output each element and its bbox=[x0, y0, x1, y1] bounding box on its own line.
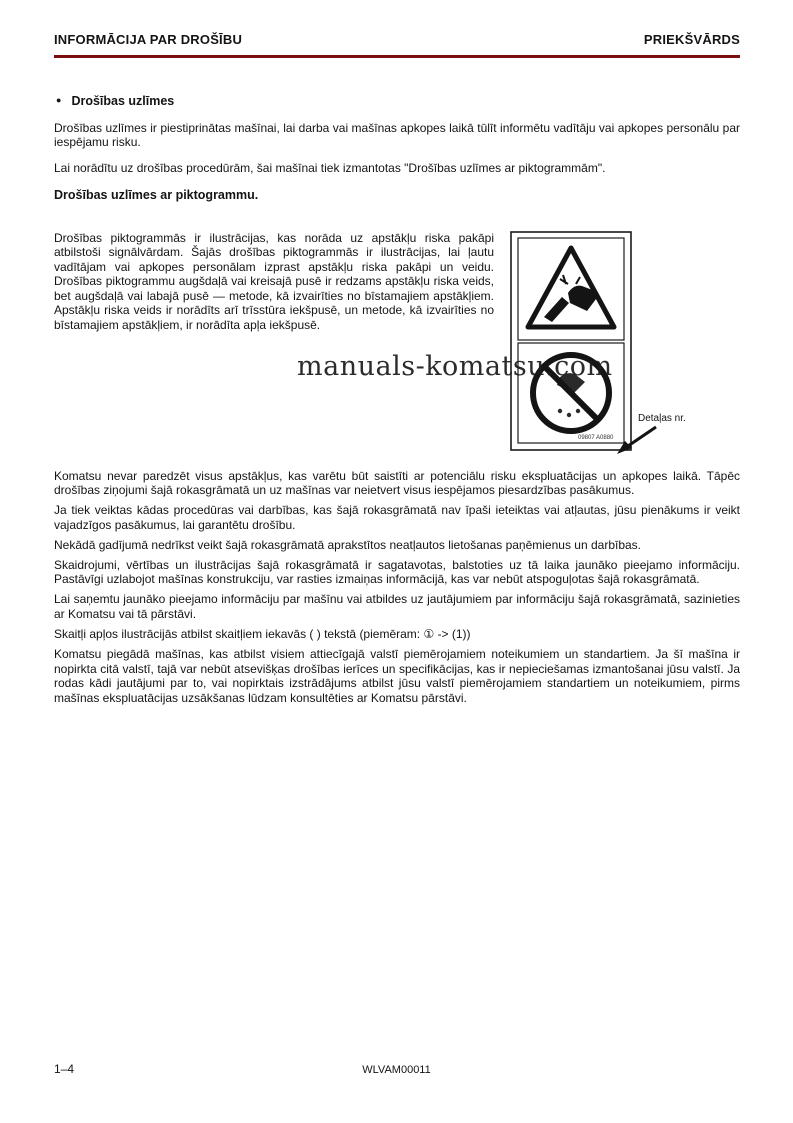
paragraph: Nekādā gadījumā nedrīkst veikt šajā rokasgrāmatā aprakstītos neatļautos lietošanas paņēmienus un darbības. bbox=[54, 537, 642, 552]
body-paragraphs bbox=[54, 469, 740, 706]
watermark-text: manuals-komatsu.com bbox=[297, 351, 613, 382]
circled-numbers-note: Skaitļi apļos ilustrācijās atbilst skaitļiem iekavās ( ) tekstā (piemēram: ① -> (1)) bbox=[54, 627, 471, 641]
section-heading: Drošības uzlīmes bbox=[71, 94, 175, 108]
part-number-label: Detaļas nr. bbox=[638, 412, 686, 424]
paragraph: Lai saņemtu jaunāko pieejamo informāciju par mašīnu vai atbildes uz jautājumiem par informāciju šajā rokasgrāmatā, sazinieties ar Komatsu vai tā pārstāvi. bbox=[54, 592, 740, 621]
intro-paragraph-2: Lai norādītu uz drošības procedūrām, šai mašīnai tiek izmantotas "Drošības uzlīmes ar piktogrammām". bbox=[54, 160, 606, 175]
pictogram-description: Drošības piktogrammās ir ilustrācijas, kas norāda uz apstākļu riska pakāpi atbilstoši signālvārdam. Šajās drošības piktogrammās ir ilustrācijas, lai ļautu vadītājam vai apkopes personālam izprast apstākļu riska pakāpi un veidu. Drošības piktogrammu augšdaļā vai kreisajā pusē ir redzams apstākļu riska veids, bet augšdaļā vai labajā pusē — metode, kā izvairīties no bīstamajiem apstākļiem. Apstākļu riska veids ir norādīts arī trīsstūra iekšpusē, un metode, kā izvairīties no bīstamajiem apstākļiem, ir norādīta apļa iekšpusē. bbox=[54, 230, 494, 332]
footer-page-number: 1–4 bbox=[54, 1062, 75, 1076]
part-number-pointer-arrow-icon bbox=[614, 424, 660, 456]
page-header bbox=[54, 32, 740, 58]
pictogram-section bbox=[54, 231, 740, 469]
section-heading-row bbox=[56, 94, 740, 109]
paragraph: Komatsu piegādā mašīnas, kas atbilst visiem attiecīgajā valstī piemērojamiem noteikumiem un standartiem. Ja šī mašīna ir nopirkta citā valstī, tajā var nebūt atsevišķas drošības ierīces un specifikācijas, kas ir nepieciešamas izmantošanai jūsu valstī. Ja rodas kādi jautājumi par to, vai nopirktais izstrādājums atbilst jūsu valstī piemērojamiem standartiem un noteikumiem, pirms mašīnas ekspluatācijas uzsākšanas lūdzam konsultēties ar Komatsu pārstāvi. bbox=[54, 647, 740, 705]
intro-paragraph-1: Drošības uzlīmes ir piestiprinātas mašīnai, lai darba vai mašīnas apkopes laikā tūlīt informētu vadītāju vai apkopes personālu par iespējamu risku. bbox=[54, 120, 740, 149]
paragraph: Skaidrojumi, vērtības un ilustrācijas šajā rokasgrāmatā ir sagatavotas, balstoties uz tā laika jaunāko pieejamo informāciju. Pastāvīgi uzlabojot mašīnas konstrukciju, var rasties izmaiņas informācijā, kas var nebūt atspoguļotas šajā rokasgrāmatā. bbox=[54, 557, 740, 586]
paragraph: Komatsu nevar paredzēt visus apstākļus, kas varētu būt saistīti ar potenciālu risku ekspluatācijas un apkopes laikā. Tāpēc drošības ziņojumi šajā rokasgrāmatā un uz mašīnas var neietvert visus iespējamos piesardzības pasākumus. bbox=[54, 468, 740, 497]
safety-pictogram-plate bbox=[510, 231, 632, 451]
pictogram-subheading: Drošības uzlīmes ar piktogrammu. bbox=[54, 188, 259, 202]
header-title-right: PRIEKŠVĀRDS bbox=[643, 32, 740, 47]
paragraph: Ja tiek veiktas kādas procedūras vai darbības, kas šajā rokasgrāmatā nav īpaši ieteiktas vai atļautas, jūsu pienākums ir veikt vajadzīgos pasākumus, lai garantētu drošību. bbox=[54, 503, 740, 532]
footer-doc-code: WLVAM00011 bbox=[362, 1064, 431, 1076]
pictogram-part-number: 09807 A0880 bbox=[578, 434, 614, 441]
header-title-left: INFORMĀCIJA PAR DROŠĪBU bbox=[54, 32, 243, 47]
bullet-icon: ● bbox=[56, 95, 62, 105]
page-body bbox=[54, 94, 740, 711]
